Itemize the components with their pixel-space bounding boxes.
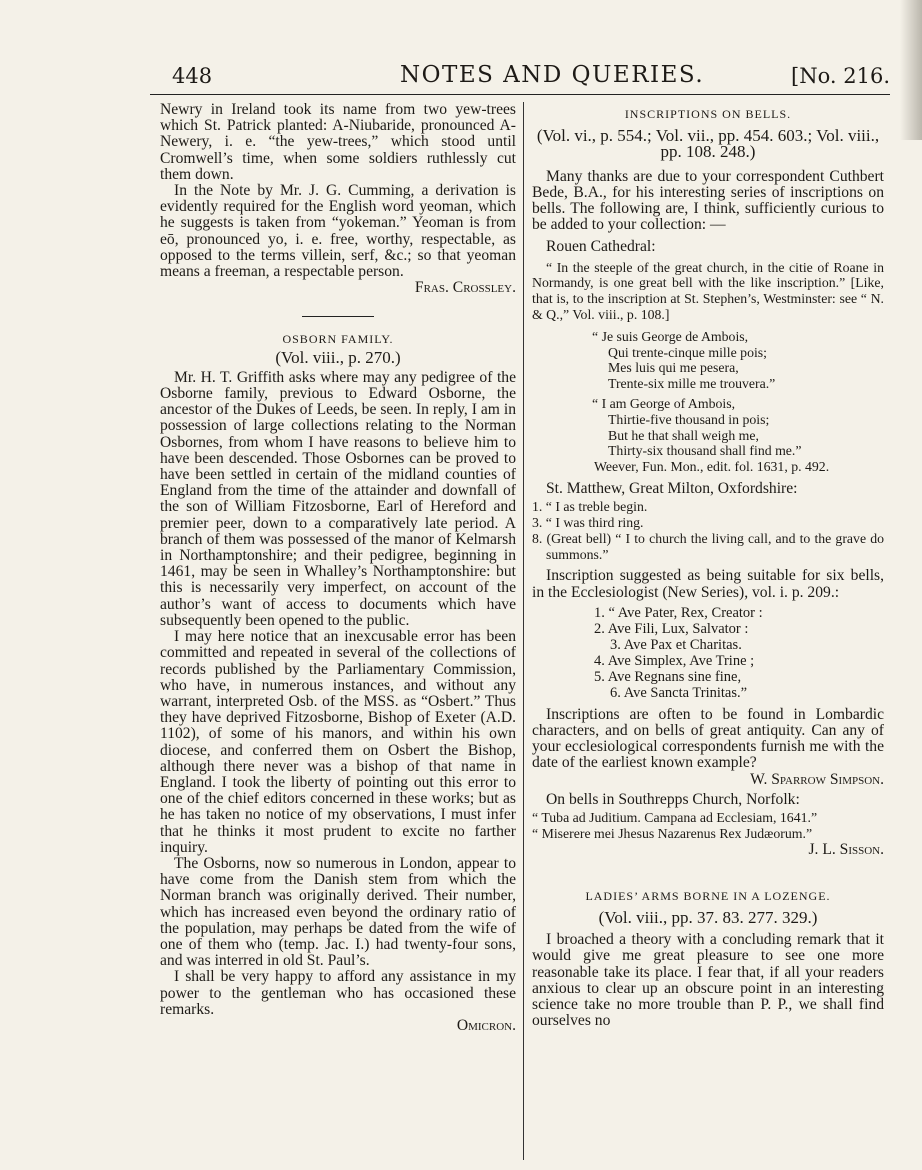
- section-reference: (Vol. vi., p. 554.; Vol. vii., pp. 454. 603.; Vol. viii., pp. 108. 248.): [536, 126, 880, 162]
- paragraph: Mr. H. T. Griffith asks where may any pedigree of the Osborne family, previous to Edward Osborne, the ancestor of the Dukes of Leeds, be seen. In reply, I am in possession of large collections relating to the Norman Osbornes, from whom I have reasons to believe him to have been descended. Those Osbornes can be proved to have been settled in certain of the midland counties of England from the time of the attainder and downfall of the son of William Fitzosborne, Earl of Hereford and premier peer, down to a comparatively late period. A branch of them was possessed of the manor of Kelmarsh in Northamptonshire; and their pedigree, beginning in 1461, may be seen in Whalley’s Northamptonshire: but this is necessarily very imperfect, on account of the author’s want of access to documents which have subsequently been opened to the public.: [160, 368, 516, 629]
- verse-line: But he that shall weigh me,: [608, 427, 759, 443]
- section-heading: INSCRIPTIONS ON BELLS.: [624, 107, 792, 121]
- verse-line: 1. “ Ave Pater, Rex, Creator :: [594, 604, 763, 621]
- verse-line: 2. Ave Fili, Lux, Salvator :: [594, 620, 749, 637]
- section-reference: (Vol. viii., p. 270.): [275, 347, 401, 367]
- latin-inscription: [594, 605, 884, 701]
- verse-line: Thirtie-five thousand in pois;: [608, 411, 770, 427]
- verse-line: Mes luis qui me pesera,: [608, 360, 739, 376]
- issue-number: [No. 216.: [791, 64, 890, 88]
- verse-line: Trente-six mille me trouvera.”: [608, 376, 776, 392]
- section-reference: (Vol. viii., pp. 37. 83. 277. 329.): [598, 908, 818, 927]
- journal-title: NOTES AND QUERIES.: [400, 62, 705, 88]
- signature: Omicron.: [456, 1016, 516, 1034]
- quotation: “ Miserere mei Jhesus Nazarenus Rex Judæorum.”: [532, 825, 813, 841]
- right-column: [532, 102, 884, 1029]
- page-edge-shadow: [900, 0, 922, 140]
- section-rule: [302, 316, 374, 317]
- paragraph: I broached a theory with a concluding remark that it would give me great pleasure to see one more reasonable take its place. I fear that, if all your readers anxious to clear up an obscure point in an interesting science take no more trouble than P. P., we shall find ourselves no: [532, 931, 884, 1030]
- left-column: [160, 102, 516, 1034]
- paragraph: In the Note by Mr. J. G. Cumming, a derivation is evidently required for the English word yeoman, which he suggests is taken from “yokeman.” Yeoman is from eō, pronounced yo, i. e. free, worthy, respectable, as opposed to the terms villein, serf, &c.; so that yeoman means a freeman, a respectable person.: [160, 182, 516, 281]
- paragraph: Inscriptions are often to be found in Lombardic characters, and on bells of great antiquity. Can any of your ecclesiological correspondents furnish me with the date of the earliest known example?: [532, 705, 884, 772]
- verse-line: Qui trente-cinque mille pois;: [608, 344, 768, 360]
- paragraph: I may here notice that an inexcusable error has been committed and repeated in several of the collections of records published by the Parliamentary Commission, who have, in numerous instances, and without any warrant, interpreted Osb. of the MSS. as “Osbert.” Thus they have deprived Fitzosborne, Bishop of Exeter (A.D. 1102), of some of his manors, and within his own diocese, and conferred them on Osbert the Bishop, although there never was a bishop of that name in England. I took the liberty of pointing out this error to one of the chief editors concerned in these works; but as he has taken no notice of my observations, I must infer that he thinks it most prudent to excite no farther inquiry.: [160, 628, 516, 856]
- citation: Weever, Fun. Mon., edit. fol. 1631, p. 492.: [594, 459, 830, 475]
- verse-line: 5. Ave Regnans sine fine,: [594, 668, 742, 685]
- signature: W. Sparrow Simpson.: [750, 770, 884, 788]
- list-item: 3. “ I was third ring.: [532, 514, 644, 530]
- list-item: 1. “ I as treble begin.: [532, 499, 648, 515]
- paragraph: Inscription suggested as being suitable for six bells, in the Ecclesiologist (New Series), vol. i. p. 209.:: [532, 567, 884, 601]
- paragraph: I shall be very happy to afford any assistance in my power to the gentleman who has occasioned these remarks.: [160, 968, 516, 1018]
- verse-line: Thirty-six thousand shall find me.”: [608, 443, 802, 459]
- verse-line: “ I am George of Ambois,: [592, 396, 736, 411]
- verse-line: 6. Ave Sancta Trinitas.”: [610, 684, 748, 701]
- verse-line: “ Je suis George de Ambois,: [592, 328, 749, 344]
- section-heading: OSBORN FAMILY.: [282, 332, 394, 347]
- quotation: “ Tuba ad Juditium. Campana ad Ecclesiam, 1641.”: [532, 810, 818, 825]
- subheading: Rouen Cathedral:: [546, 238, 656, 256]
- page-header: [150, 60, 890, 95]
- quotation: “ In the steeple of the great church, in the citie of Roane in Normandy, is one great bell with the like inscription.” [Like, that is, to the inscription at St. Stephen’s, Westminster: see “ N. & Q.,” Vol. viii., p. 108.]: [532, 259, 884, 323]
- signature: Fras. Crossley.: [414, 279, 516, 297]
- verse-english: [592, 396, 884, 459]
- paragraph: The Osborns, now so numerous in London, appear to have come from the Danish stem from which the Norman branch was originally derived. Their number, which has increased even beyond the ordinary ratio of the population, may perhaps be dated from the wife of one of them who (temp. Jac. I.) had twenty-four sons, and was interred in old St. Paul’s.: [160, 854, 516, 970]
- list-item: 8. (Great bell) “ I to church the living call, and to the grave do summons.”: [532, 530, 884, 562]
- subheading: On bells in Southrepps Church, Norfolk:: [546, 790, 800, 808]
- section-heading: LADIES’ ARMS BORNE IN A LOZENGE.: [585, 888, 831, 903]
- verse-line: 3. Ave Pax et Charitas.: [610, 636, 742, 653]
- verse-line: 4. Ave Simplex, Ave Trine ;: [594, 652, 755, 669]
- subheading: St. Matthew, Great Milton, Oxfordshire:: [546, 479, 798, 497]
- paragraph: Newry in Ireland took its name from two yew-trees which St. Patrick planted: A-Niubaride, pronounced A-Newery, i. e. “the yew-trees,” which stood until Cromwell’s time, when some soldiers ruthlessly cut them down.: [160, 101, 516, 183]
- paragraph: Many thanks are due to your correspondent Cuthbert Bede, B.A., for his interesting series of inscriptions on bells. The following are, I think, sufficiently curious to be added to your collection: —: [532, 167, 884, 234]
- signature: J. L. Sisson.: [808, 840, 884, 858]
- column-divider: [523, 102, 524, 1160]
- verse-french: [592, 329, 884, 392]
- page-number: 448: [172, 64, 213, 88]
